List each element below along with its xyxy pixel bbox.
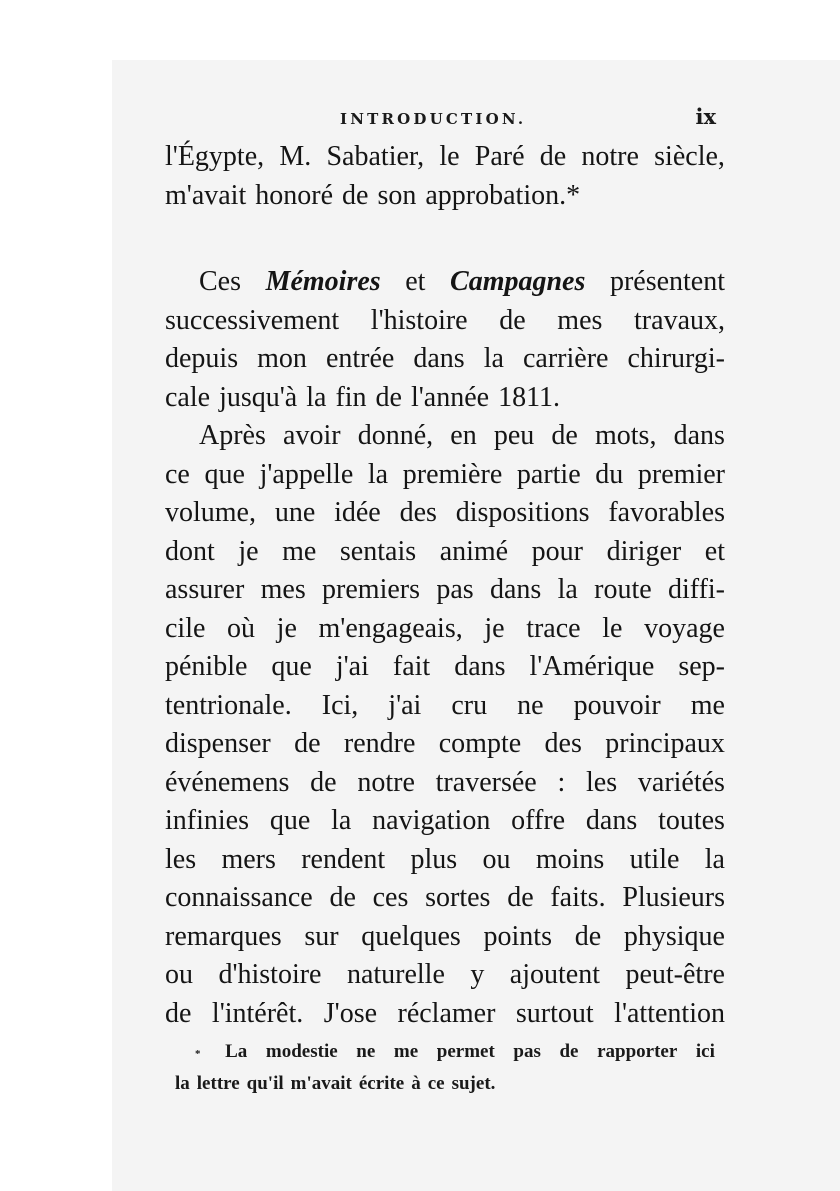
- word: la: [175, 1073, 190, 1094]
- word: je: [484, 612, 505, 644]
- word: voyage: [644, 612, 725, 644]
- word: sep-: [678, 651, 725, 682]
- word: mers: [221, 843, 276, 875]
- text-line: [165, 764, 725, 803]
- word: j'ai: [388, 689, 422, 721]
- word: que: [269, 805, 311, 836]
- word: rendent: [301, 843, 386, 875]
- word: dans: [585, 805, 638, 836]
- word: donné,: [357, 420, 434, 451]
- word: connaissance: [165, 882, 313, 913]
- word: d'histoire: [218, 959, 322, 990]
- page-number: ix: [695, 104, 716, 129]
- word: animé: [439, 535, 509, 567]
- word: ne: [517, 689, 544, 721]
- word: l'attention: [614, 997, 725, 1029]
- word: depuis: [165, 343, 239, 374]
- word: de: [539, 141, 567, 172]
- word: premiers: [322, 574, 420, 605]
- word: Sabatier,: [326, 141, 425, 172]
- word: peu: [493, 420, 535, 451]
- word: M.: [279, 141, 312, 172]
- word: principaux: [605, 728, 725, 759]
- word: de: [551, 420, 578, 451]
- word: la: [483, 343, 504, 374]
- word: des: [399, 497, 437, 528]
- word: de: [329, 882, 356, 913]
- word: fin: [335, 381, 367, 413]
- word: ce: [427, 1073, 445, 1094]
- word: y: [470, 959, 485, 990]
- word: naturelle: [346, 959, 445, 990]
- word: rendre: [343, 728, 416, 759]
- word: dispenser: [165, 728, 271, 759]
- word: mots,: [595, 420, 657, 451]
- word: variétés: [637, 766, 725, 798]
- word: dans: [489, 574, 542, 605]
- word: Campagnes: [450, 266, 586, 297]
- word: la: [306, 381, 327, 413]
- word: ici: [695, 1041, 715, 1062]
- word: à: [411, 1073, 421, 1094]
- word: première: [402, 458, 503, 490]
- word: favorables: [608, 497, 725, 528]
- word: notre: [357, 766, 415, 798]
- word: des: [544, 728, 582, 759]
- text-line: [165, 340, 725, 379]
- word: avoir: [283, 420, 341, 451]
- text-line: [165, 302, 725, 341]
- word: et: [704, 535, 725, 567]
- word: cale: [165, 381, 211, 413]
- word: modestie: [265, 1041, 338, 1062]
- word: en: [450, 420, 477, 451]
- word: ajoutent: [509, 959, 600, 990]
- word: points: [483, 920, 552, 952]
- word: écrite: [358, 1073, 405, 1094]
- text-line: [165, 956, 725, 995]
- word: l'histoire: [370, 304, 468, 336]
- footnote-line: [175, 1036, 715, 1068]
- word: infinies: [165, 805, 249, 836]
- word: toutes: [658, 805, 725, 836]
- word: ne: [356, 1041, 376, 1062]
- word: rapporter: [597, 1041, 678, 1062]
- word: navigation: [372, 805, 491, 836]
- word: qu'il: [246, 1073, 284, 1094]
- running-head: INTRODUCTION.: [340, 110, 527, 128]
- text-line: [165, 177, 725, 216]
- text-line: [165, 417, 725, 456]
- word: dans: [413, 343, 465, 374]
- word: sentais: [339, 535, 417, 567]
- word: assurer: [165, 574, 245, 605]
- word: :: [557, 766, 566, 798]
- word: honoré: [255, 179, 334, 211]
- word: La: [225, 1041, 248, 1062]
- word: jusqu'à: [219, 381, 298, 413]
- word: je: [238, 535, 259, 567]
- word: remarques: [165, 920, 282, 952]
- text-line: [165, 687, 725, 726]
- word: que: [271, 651, 312, 682]
- word: J'ose: [323, 997, 378, 1029]
- word: ou: [482, 843, 511, 875]
- word: offre: [511, 805, 566, 836]
- text-line: [165, 533, 725, 572]
- word: m'avait: [165, 179, 247, 211]
- word: 1811.: [498, 381, 561, 413]
- word: son: [377, 179, 417, 211]
- text-line: [165, 995, 725, 1034]
- word: notre: [581, 141, 639, 172]
- word: j'ai: [335, 651, 369, 682]
- word: peut-être: [625, 959, 725, 990]
- footnote-marker: *: [195, 1048, 201, 1060]
- word: l'Égypte,: [165, 141, 265, 172]
- word: dans: [673, 420, 725, 451]
- word: trace: [526, 612, 581, 644]
- word: de: [294, 728, 321, 759]
- word: de: [342, 179, 369, 211]
- text-line: [165, 138, 725, 177]
- word: dispositions: [455, 497, 590, 528]
- word: physique: [623, 920, 725, 952]
- body-text: [165, 138, 725, 1033]
- word: une: [274, 497, 316, 528]
- word: volume,: [165, 497, 256, 528]
- word: traversée: [435, 766, 537, 798]
- text-line: [165, 918, 725, 957]
- word: permet: [436, 1041, 495, 1062]
- word: siècle,: [654, 141, 725, 172]
- word: j'appelle: [259, 458, 354, 490]
- word: le: [602, 612, 623, 644]
- word: me: [393, 1041, 419, 1062]
- word: événemens: [165, 766, 290, 798]
- word: Ici,: [321, 689, 359, 721]
- word: de: [310, 766, 337, 798]
- word: les: [165, 843, 197, 875]
- word: ces: [372, 882, 409, 913]
- text-line: [165, 802, 725, 841]
- word: entrée: [325, 343, 395, 374]
- word: la: [557, 574, 578, 605]
- word: pénible: [165, 651, 248, 682]
- word: l'année: [410, 381, 490, 413]
- word: quelques: [361, 920, 461, 952]
- word: la: [704, 843, 725, 875]
- word: de: [507, 882, 534, 913]
- word: présentent: [609, 266, 725, 297]
- word: chirurgi-: [627, 343, 725, 374]
- word: fait: [392, 651, 431, 682]
- word: le: [439, 141, 460, 172]
- footnote: [175, 1036, 715, 1100]
- word: diriger: [606, 535, 682, 567]
- word: me: [282, 535, 317, 567]
- word: utile: [629, 843, 680, 875]
- word: pour: [531, 535, 583, 567]
- page-header: [168, 104, 728, 134]
- word: réclamer: [397, 997, 496, 1029]
- word: m'avait: [290, 1073, 352, 1094]
- text-line: [165, 263, 725, 302]
- word: Après: [199, 420, 266, 451]
- word: de: [499, 304, 526, 336]
- word: l'Amérique: [529, 651, 655, 682]
- text-line: [165, 571, 725, 610]
- word: moins: [535, 843, 605, 875]
- word: mes: [260, 574, 306, 605]
- word: surtout: [515, 997, 594, 1029]
- word: carrière: [522, 343, 609, 374]
- word: dont: [165, 535, 215, 567]
- paragraph-gap: [165, 215, 725, 263]
- word: plus: [410, 843, 458, 875]
- word: et: [405, 266, 426, 297]
- word: cru: [451, 689, 488, 721]
- word: sur: [304, 920, 339, 952]
- word: de: [165, 997, 192, 1029]
- word: l'intérêt.: [211, 997, 304, 1029]
- word: Mémoires: [265, 266, 381, 297]
- word: m'engageais,: [318, 612, 463, 644]
- word: partie: [516, 458, 581, 490]
- word: Plusieurs: [622, 882, 725, 913]
- word: premier: [637, 458, 725, 490]
- word: diffi-: [667, 574, 725, 605]
- word: ce: [165, 458, 190, 490]
- word: je: [276, 612, 297, 644]
- text-line: [165, 379, 725, 418]
- text-line: [165, 648, 725, 687]
- word: Ces: [199, 266, 241, 297]
- word: où: [227, 612, 256, 644]
- word: de: [574, 920, 602, 952]
- word: sortes: [425, 882, 491, 913]
- word: que: [204, 458, 245, 490]
- word: de: [559, 1041, 579, 1062]
- word: pas: [436, 574, 474, 605]
- word: cile: [165, 612, 206, 644]
- word: travaux,: [634, 304, 725, 336]
- word: idée: [334, 497, 381, 528]
- word: la: [331, 805, 352, 836]
- word: dans: [454, 651, 506, 682]
- footnote-line: [175, 1068, 715, 1100]
- word: successivement: [165, 304, 340, 336]
- word: les: [586, 766, 618, 798]
- word: la: [367, 458, 389, 490]
- word: mes: [557, 304, 603, 336]
- word: faits.: [550, 882, 606, 913]
- word: pouvoir: [573, 689, 661, 721]
- word: tentrionale.: [165, 689, 292, 721]
- word: de: [375, 381, 402, 413]
- word: route: [594, 574, 652, 605]
- word: pas: [513, 1041, 541, 1062]
- text-line: [165, 879, 725, 918]
- word: sujet.: [451, 1073, 496, 1094]
- text-line: [165, 725, 725, 764]
- word: me: [690, 689, 725, 721]
- text-line: [165, 610, 725, 649]
- word: compte: [438, 728, 522, 759]
- word: du: [595, 458, 624, 490]
- text-line: [165, 841, 725, 880]
- word: Paré: [474, 141, 525, 172]
- word: ou: [165, 959, 193, 990]
- text-line: [165, 494, 725, 533]
- word: mon: [257, 343, 307, 374]
- word: approbation.*: [425, 179, 581, 211]
- word: lettre: [196, 1073, 240, 1094]
- text-line: [165, 456, 725, 495]
